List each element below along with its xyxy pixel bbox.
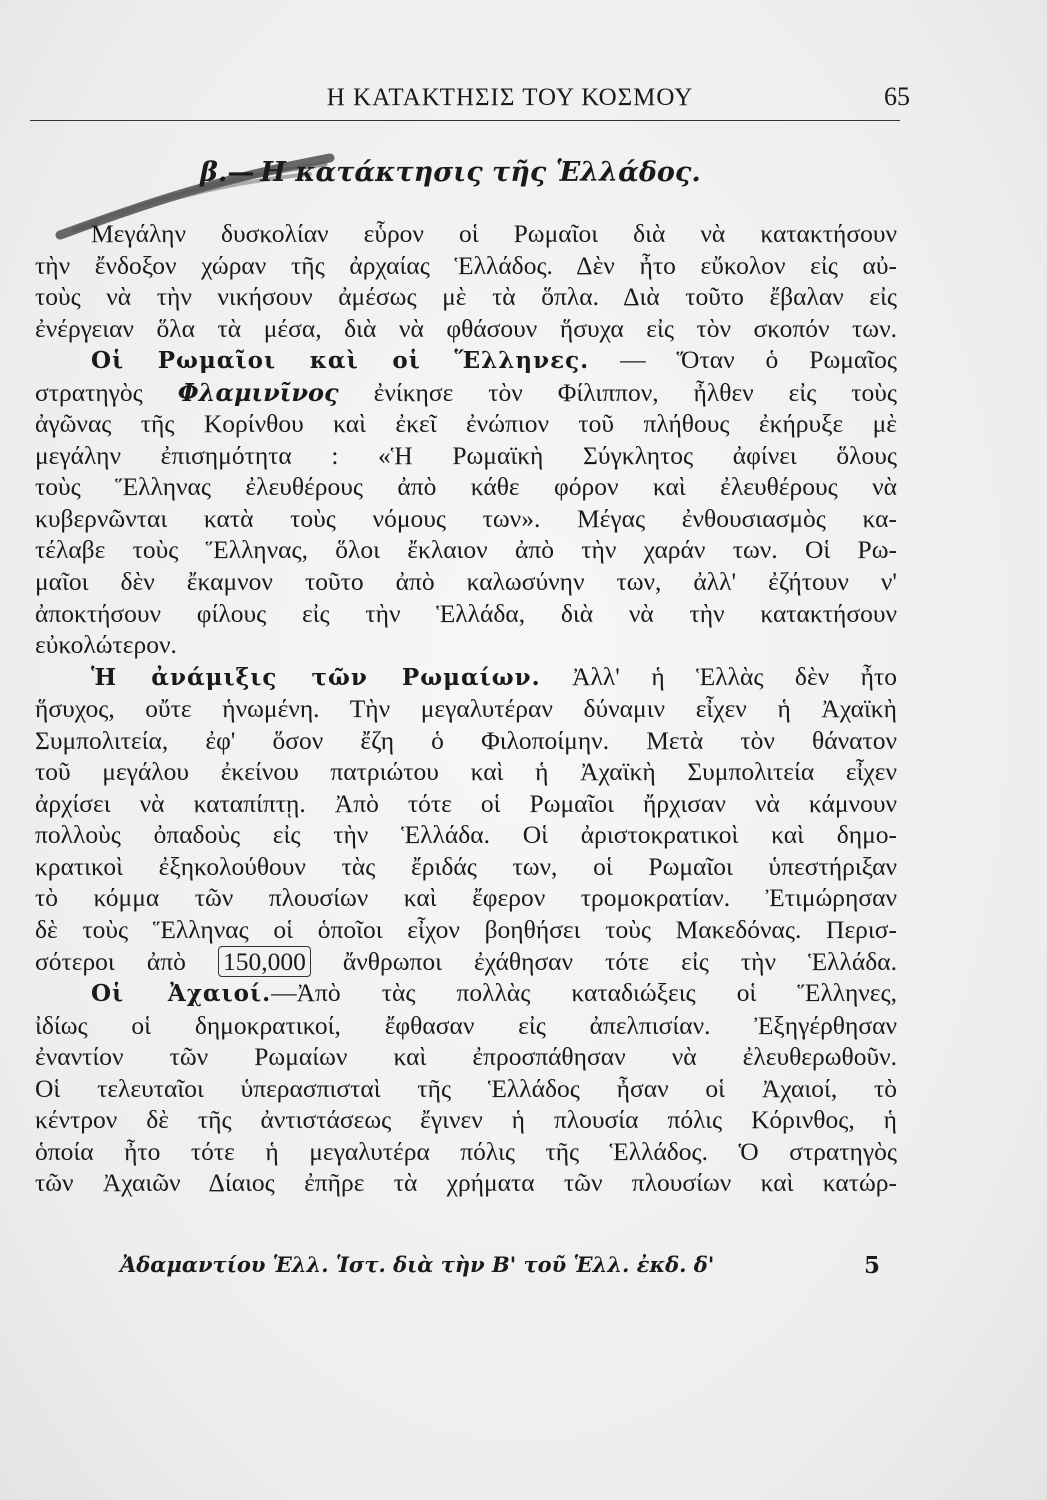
- text-line: εὐκολώτερον.: [35, 630, 177, 660]
- text-line: ἐνέργειαν ὅλα τὰ μέσα, διὰ νὰ φθάσουν ἥσυχα εἰς τὸν σκοπόν των.: [35, 313, 897, 343]
- text-line: τοὺς νὰ τὴν νικήσουν ἀμέσως μὲ τὰ ὅπλα. Διὰ τοῦτο ἔβαλαν εἰς: [35, 282, 897, 312]
- text-line: μεγάλην ἐπισημότητα : «Ἡ Ρωμαϊκὴ Σύγκλητος ἀφίνει ὅλους: [35, 440, 897, 470]
- text-line: τοὺς Ἕλληνας ἐλευθέρους ἀπὸ κάθε φόρον καὶ ἐλευθέρους νὰ: [35, 472, 897, 502]
- text-line: τέλαβε τοὺς Ἕλληνας, ὅλοι ἔκλαιον ἀπὸ τὴν χαράν των. Οἱ Ρω-: [35, 535, 897, 565]
- text-line: τοῦ μεγάλου ἐκείνου πατριώτου καὶ ἡ Ἀχαϊκὴ Συμπολιτεία εἶχεν: [35, 757, 897, 787]
- section-title: [200, 157, 850, 188]
- text-line: ἀγῶνας τῆς Κορίνθου καὶ ἐκεῖ ἐνώπιον τοῦ πλήθους ἐκήρυξε μὲ: [35, 409, 897, 439]
- text-line: [35, 344, 897, 377]
- text-line: [35, 946, 897, 978]
- name-flamininus: Φλαμινῖνος: [177, 377, 339, 407]
- body-text: [35, 218, 897, 1199]
- text-fragment: σότεροι ἀπὸ: [35, 946, 186, 976]
- subhead-achaeans: Οἱ Ἀχαιοί.: [91, 980, 272, 1008]
- text-line: τῶν Ἀχαιῶν Δίαιος ἐπῆρε τὰ χρήματα τῶν πλουσίων καὶ κατώρ-: [35, 1168, 897, 1198]
- text-fragment: —Ἀπὸ τὰς πολλὰς καταδιώξεις οἱ Ἕλληνες,: [271, 978, 897, 1008]
- text-line: [35, 977, 897, 1010]
- text-line: ἐναντίον τῶν Ρωμαίων καὶ ἐπροσπάθησαν νὰ ἐλευθερωθοῦν.: [35, 1042, 897, 1072]
- text-line: ἥσυχος, οὔτε ἡνωμένη. Τὴν μεγαλυτέραν δύναμιν εἶχεν ἡ Ἀχαϊκὴ: [35, 694, 897, 724]
- text-line: Συμπολιτεία, ἐφ' ὅσον ἔζη ὁ Φιλοποίμην. Μετὰ τὸν θάνατον: [35, 725, 897, 755]
- footer-source: Ἀδαμαντίου Ἑλλ. Ἱστ. διὰ τὴν Β' τοῦ Ἑλλ. ἐκδ. δ': [120, 1252, 715, 1277]
- section-title-text: Η κατάκτησις τῆς Ἑλλάδος.: [260, 157, 701, 188]
- page-footer: [120, 1252, 880, 1286]
- text-line: ὁποία ἦτο τότε ἡ μεγαλυτέρα πόλις τῆς Ἑλλάδος. Ὁ στρατηγὸς: [35, 1136, 897, 1166]
- signature-mark: 5: [863, 1252, 880, 1279]
- text-fragment: στρατηγὸς: [35, 377, 143, 407]
- section-number: β.—: [200, 157, 255, 188]
- text-fragment: Ἀλλ' ἡ Ἑλλὰς δὲν ἦτο: [572, 661, 897, 691]
- subhead-interventions: Ἡ ἀνάμιξις τῶν Ρωμαίων.: [91, 663, 541, 691]
- text-line: [35, 377, 897, 409]
- subhead-romans-greeks: Οἱ Ρωμαῖοι καὶ οἱ Ἕλληνες.: [91, 347, 590, 375]
- text-fragment: ἐνίκησε τὸν Φίλιππον, ἦλθεν εἰς τοὺς: [373, 377, 897, 407]
- header-rule: [30, 120, 900, 121]
- subhead-romans-greeks-rest: — Ὅταν ὁ Ρωμαῖος: [620, 345, 897, 375]
- text-line: [35, 661, 897, 694]
- text-line: τὸ κόμμα τῶν πλουσίων καὶ ἔφερον τρομοκρατίαν. Ἐτιμώρησαν: [35, 883, 897, 913]
- boxed-number: 150,000: [218, 946, 311, 977]
- page-number: 65: [884, 82, 910, 111]
- text-line: κέντρον δὲ τῆς ἀντιστάσεως ἔγινεν ἡ πλουσία πόλις Κόρινθος, ἡ: [35, 1105, 897, 1135]
- text-line: πολλοὺς ὀπαδοὺς εἰς τὴν Ἑλλάδα. Οἱ ἀριστοκρατικοὶ καὶ δημο-: [35, 820, 897, 850]
- text-line: κρατικοὶ ἐξηκολούθουν τὰς ἔριδάς των, οἱ Ρωμαῖοι ὑπεστήριξαν: [35, 851, 897, 881]
- text-line: δὲ τοὺς Ἕλληνας οἱ ὁποῖοι εἶχον βοηθήσει τοὺς Μακεδόνας. Περισ-: [35, 915, 897, 945]
- text-line: ἀρχίσει νὰ καταπίπτῃ. Ἀπὸ τότε οἱ Ρωμαῖοι ἤρχισαν νὰ κάμνουν: [35, 788, 897, 818]
- text-fragment: ἄνθρωποι ἐχάθησαν τότε εἰς τὴν Ἑλλάδα.: [342, 946, 898, 976]
- text-line: τὴν ἔνδοξον χώραν τῆς ἀρχαίας Ἑλλάδος. Δὲν ἦτο εὔκολον εἰς αὐ-: [35, 250, 897, 280]
- text-line: ἀποκτήσουν φίλους εἰς τὴν Ἑλλάδα, διὰ νὰ τὴν κατακτήσουν: [35, 598, 897, 628]
- page-header: [30, 80, 910, 120]
- text-line: ἰδίως οἱ δημοκρατικοί, ἔφθασαν εἰς ἀπελπισίαν. Ἐξηγέρθησαν: [35, 1010, 897, 1040]
- text-line: μαῖοι δὲν ἔκαμνον τοῦτο ἀπὸ καλωσύνην των, ἀλλ' ἐζήτουν ν': [35, 567, 897, 597]
- text-line: Μεγάλην δυσκολίαν εὗρον οἱ Ρωμαῖοι διὰ νὰ κατακτήσουν: [91, 219, 897, 248]
- text-line: Οἱ τελευταῖοι ὑπερασπισταὶ τῆς Ἑλλάδος ἦσαν οἱ Ἀχαιοί, τὸ: [35, 1073, 897, 1103]
- text-line: κυβερνῶνται κατὰ τοὺς νόμους των». Μέγας ἐνθουσιασμὸς κα-: [35, 503, 897, 533]
- running-title: Η ΚΑΤΑΚΤΗΣΙΣ ΤΟΥ ΚΟΣΜΟΥ: [326, 84, 694, 111]
